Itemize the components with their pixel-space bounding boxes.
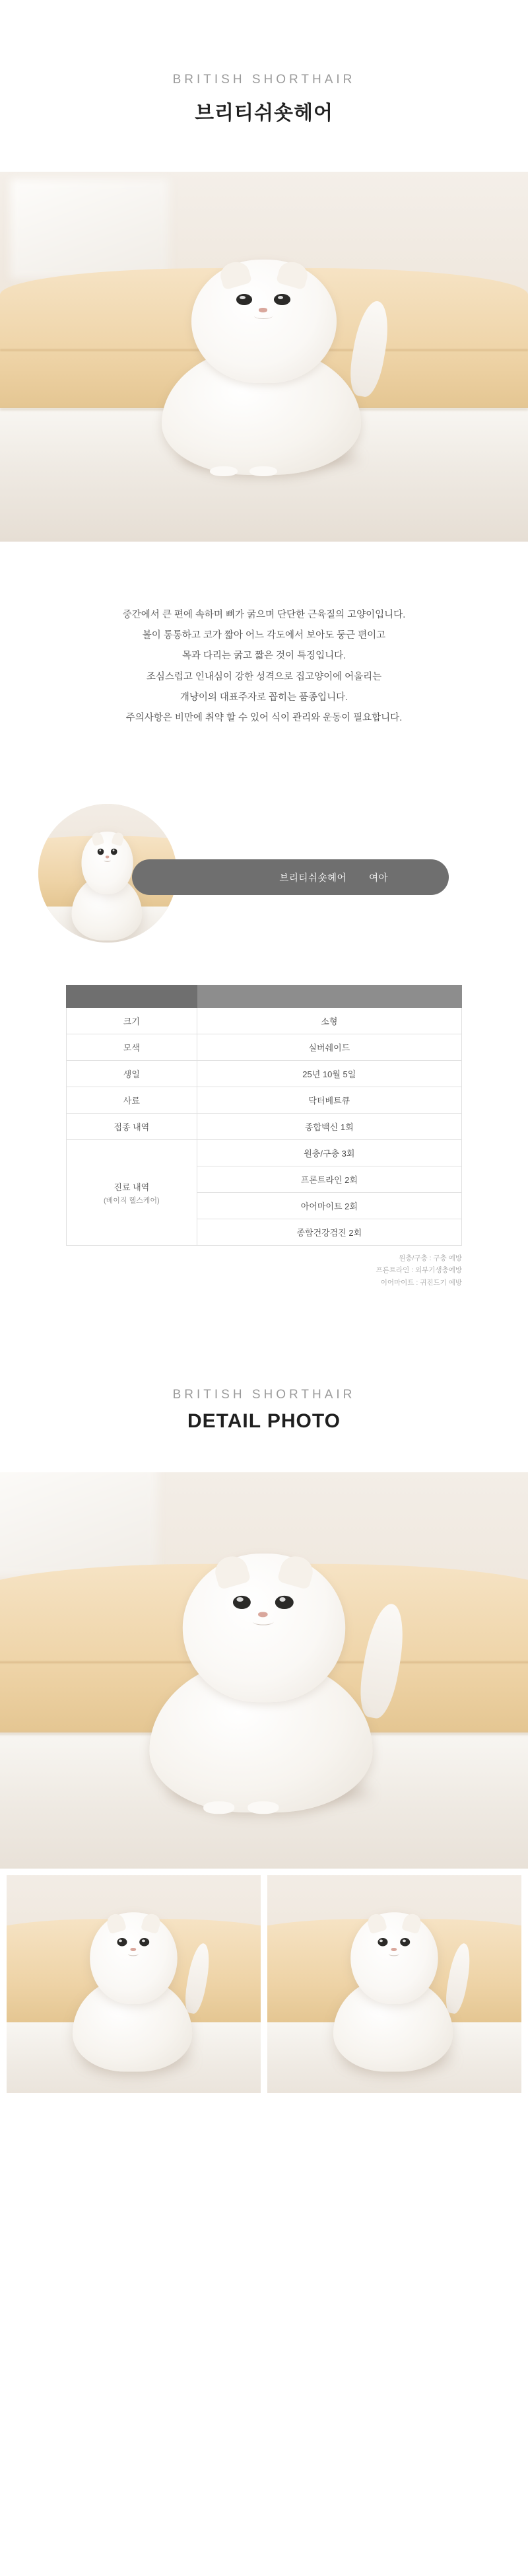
spec-table-head <box>67 985 462 1008</box>
profile-breed-label: 브리티쉬숏헤어 <box>279 873 346 884</box>
kitten-paw <box>203 1802 234 1814</box>
kitten-ear <box>105 1912 127 1935</box>
photo-scene <box>0 172 528 542</box>
detail-photo-large <box>0 1472 528 1869</box>
profile-badge <box>132 859 449 895</box>
row-value: 프론트라인 2회 <box>197 1166 461 1193</box>
kitten-eye <box>140 1938 150 1946</box>
row-value: 원충/구충 3회 <box>197 1140 461 1166</box>
row-value: 소형 <box>197 1008 461 1034</box>
kitten-mouth <box>104 859 110 862</box>
spec-table-body <box>67 1008 462 1246</box>
table-head-right <box>197 985 461 1008</box>
care-label: 진료 내역 <box>114 1182 150 1192</box>
description-line: 목과 다리는 굵고 짧은 것이 특징입니다. <box>182 651 346 662</box>
description-line: 볼이 통통하고 코가 짧아 어느 각도에서 보아도 둥근 편이고 <box>142 630 386 641</box>
kitten-ear <box>212 1553 251 1591</box>
kitten-mouth <box>127 1952 139 1956</box>
kitten-head <box>350 1913 438 2004</box>
footnote-line: 프론트라인 : 외부기생충예방 <box>376 1266 462 1275</box>
row-value: 종합건강검진 2회 <box>197 1219 461 1246</box>
detail-photo-left <box>7 1875 261 2093</box>
kitten-figure <box>128 1538 400 1813</box>
kitten-figure <box>143 246 385 475</box>
kitten-ear <box>366 1912 387 1935</box>
kitten-eye <box>401 1938 411 1946</box>
hero-photo <box>0 172 528 542</box>
description-block <box>0 542 528 799</box>
kitten-head <box>90 1913 178 2004</box>
photo-scene <box>267 1875 521 2093</box>
kitten-ear <box>111 832 124 847</box>
detail-eyebrow: BRITISH SHORTHAIR <box>172 1388 356 1402</box>
row-label: 크기 <box>67 1008 197 1034</box>
kitten-eye <box>378 1938 387 1946</box>
description-line: 개냥이의 대표주자로 꼽히는 품종입니다. <box>180 692 348 703</box>
profile-block <box>0 799 528 970</box>
table-row <box>67 1114 462 1140</box>
row-value: 25년 10월 5일 <box>197 1061 461 1087</box>
bottom-spacer <box>0 2093 528 2106</box>
page-header <box>0 0 528 172</box>
kitten-nose <box>391 1949 397 1952</box>
row-value: 실버쉐이드 <box>197 1034 461 1061</box>
photo-scene <box>0 1472 528 1869</box>
detail-photo-header <box>0 1289 528 1472</box>
kitten-eye <box>233 1596 251 1609</box>
kitten-nose <box>259 308 267 312</box>
kitten-eye <box>98 849 104 855</box>
photo-scene <box>7 1875 261 2093</box>
detail-photo-row <box>0 1869 528 2093</box>
kitten-paw <box>249 466 277 477</box>
row-value: 아어마이트 2회 <box>197 1193 461 1219</box>
table-head-row <box>67 985 462 1008</box>
kitten-paw <box>210 466 238 477</box>
row-label: 생일 <box>67 1061 197 1087</box>
row-label: 모색 <box>67 1034 197 1061</box>
table-row <box>67 1061 462 1087</box>
table-row <box>67 1087 462 1114</box>
kitten-mouth <box>388 1952 399 1956</box>
row-label: 접종 내역 <box>67 1114 197 1140</box>
kitten-mouth <box>254 312 273 318</box>
kitten-mouth <box>253 1618 274 1625</box>
row-label-care <box>67 1140 197 1246</box>
table-head-left <box>67 985 197 1008</box>
kitten-paw <box>248 1802 279 1814</box>
table-footnote <box>66 1252 462 1289</box>
description-line: 주의사항은 비만에 취약 할 수 있어 식이 관리와 운동이 필요합니다. <box>125 712 403 723</box>
kitten-ear <box>276 258 311 290</box>
row-value: 닥터베트큐 <box>197 1087 461 1114</box>
kitten-ear <box>401 1912 422 1935</box>
detail-photo-right <box>267 1875 521 2093</box>
spec-table <box>66 985 462 1246</box>
page-title: 브리티쉬숏헤어 <box>195 102 333 124</box>
kitten-nose <box>131 1949 136 1952</box>
table-row <box>67 1034 462 1061</box>
kitten-eye <box>274 294 290 305</box>
kitten-ear <box>140 1912 162 1935</box>
detail-title: DETAIL PHOTO <box>187 1410 341 1433</box>
row-label: 사료 <box>67 1087 197 1114</box>
description-line: 중간에서 큰 편에 속하며 뼈가 굵으며 단단한 근육질의 고양이입니다. <box>122 610 406 620</box>
kitten-ear <box>90 832 104 847</box>
kitten-figure <box>321 1902 467 2071</box>
kitten-ear <box>217 258 252 290</box>
footnote-line: 원충/구충 : 구충 예방 <box>399 1254 462 1263</box>
table-row <box>67 1008 462 1034</box>
profile-gender-label: 여아 <box>368 873 388 884</box>
spec-table-wrap <box>66 985 462 1246</box>
kitten-ear <box>277 1553 316 1591</box>
kitten-eye <box>111 849 117 855</box>
kitten-head <box>82 832 133 894</box>
table-row <box>67 1140 462 1166</box>
kitten-nose <box>258 1612 268 1617</box>
kitten-eye <box>275 1596 293 1609</box>
kitten-figure <box>61 1902 207 2071</box>
header-eyebrow: BRITISH SHORTHAIR <box>172 73 356 87</box>
kitten-eye <box>236 294 252 305</box>
kitten-head <box>191 260 337 383</box>
kitten-eye <box>117 1938 127 1946</box>
footnote-line: 이어마이트 : 귀진드기 예방 <box>380 1278 462 1287</box>
care-sub-label: (베이직 헬스케어) <box>103 1196 160 1205</box>
kitten-head <box>182 1554 345 1703</box>
description-line: 조심스럽고 인내심이 강한 성격으로 집고양이에 어울리는 <box>146 671 382 682</box>
row-value: 종합백신 1회 <box>197 1114 461 1140</box>
